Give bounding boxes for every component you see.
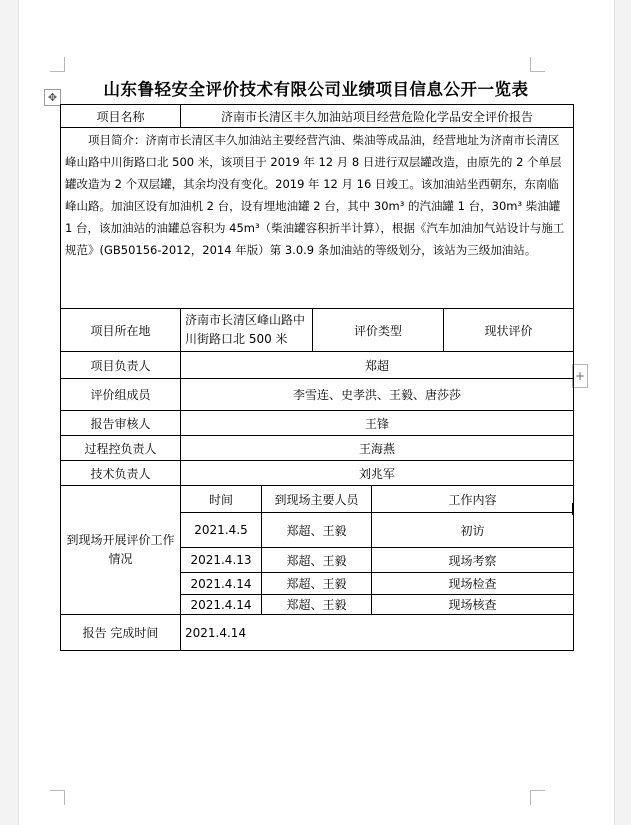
crop-mark-top-right bbox=[530, 57, 545, 72]
visit-people: 郑超、王毅 bbox=[262, 595, 372, 615]
process-control-value: 王海燕 bbox=[181, 436, 574, 461]
crop-mark-bottom-left bbox=[50, 790, 65, 805]
visit-work: 初访 bbox=[372, 513, 574, 548]
visit-date: 2021.4.13 bbox=[181, 548, 262, 573]
crop-mark-top-left bbox=[50, 57, 65, 72]
reviewer-value: 王锋 bbox=[181, 411, 574, 436]
visit-date: 2021.4.14 bbox=[181, 595, 262, 615]
add-column-icon[interactable]: + bbox=[572, 364, 588, 388]
visit-date: 2021.4.14 bbox=[181, 573, 262, 595]
visits-header-work: 工作内容 bbox=[372, 486, 574, 513]
members-value: 李雪连、史孝洪、王毅、唐莎莎 bbox=[181, 379, 574, 411]
page-title: 山东鲁轻安全评价技术有限公司业绩项目信息公开一览表 bbox=[103, 80, 529, 99]
eval-type-label: 评价类型 bbox=[313, 309, 444, 352]
info-table bbox=[60, 104, 574, 651]
visit-date: 2021.4.5 bbox=[181, 513, 262, 548]
leader-value: 郑超 bbox=[181, 352, 574, 379]
reviewer-label: 报告审核人 bbox=[61, 411, 181, 436]
leader-label: 项目负责人 bbox=[61, 352, 181, 379]
project-name-value: 济南市长清区丰久加油站项目经营危险化学品安全评价报告 bbox=[181, 105, 574, 128]
tech-lead-value: 刘兆军 bbox=[181, 461, 574, 486]
visit-work: 现场考察 bbox=[372, 548, 574, 573]
project-intro: 项目简介：济南市长清区丰久加油站主要经营汽油、柴油等成品油，经营地址为济南市长清区峰山路中川街路口北 500 米，该项目于 2019 年 12 月 8 日进行双层罐改造，由原先的 2 个单层罐改造为 2 个双层罐，其余均没有变化。2019 年 12 月 16 日竣工。该加油站坐西朝东，东南临峰山路。加油区设有加油机 2 台，设有埋地油罐 2 台，其中 30m³ 的汽油罐 1 台，30m³ 柴油罐 1 台，该加油站的油罐总容积为 45m³（柴油罐容积折半计算），根据《汽车加油加气站设计与施工规范》(GB50156-2012，2014 年版）第 3.0.9 条加油站的等级划分，该站为三级加油站。 bbox=[61, 128, 574, 309]
location-label: 项目所在地 bbox=[61, 309, 181, 352]
table-move-icon[interactable]: ✥ bbox=[44, 89, 61, 106]
visit-work: 现场核查 bbox=[372, 595, 574, 615]
completion-label: 报告 完成时间 bbox=[61, 615, 181, 651]
location-value: 济南市长清区峰山路中川街路口北 500 米 bbox=[181, 309, 313, 352]
visit-people: 郑超、王毅 bbox=[262, 573, 372, 595]
visits-header-date: 时间 bbox=[181, 486, 262, 513]
tech-lead-label: 技术负责人 bbox=[61, 461, 181, 486]
visit-people: 郑超、王毅 bbox=[262, 513, 372, 548]
visit-work: 现场检查 bbox=[372, 573, 574, 595]
completion-value: 2021.4.14 bbox=[181, 615, 574, 651]
site-visits-label: 到现场开展评价工作情况 bbox=[61, 486, 181, 615]
process-control-label: 过程控负责人 bbox=[61, 436, 181, 461]
eval-type-value: 现状评价 bbox=[444, 309, 574, 352]
members-label: 评价组成员 bbox=[61, 379, 181, 411]
visits-header-people: 到现场主要人员 bbox=[262, 486, 372, 513]
project-name-label: 项目名称 bbox=[61, 105, 181, 128]
visit-people: 郑超、王毅 bbox=[262, 548, 372, 573]
crop-mark-bottom-right bbox=[530, 790, 545, 805]
